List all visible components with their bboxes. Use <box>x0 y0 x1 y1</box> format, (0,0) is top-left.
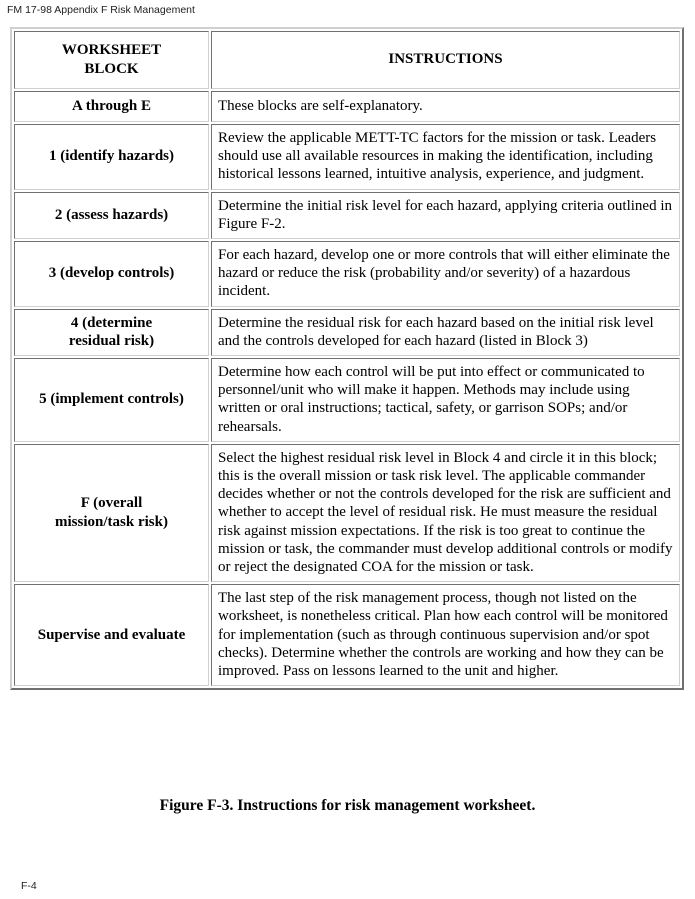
table-row <box>14 444 680 582</box>
column-header-instructions: INSTRUCTIONS <box>211 31 680 89</box>
block-cell: A through E <box>14 91 209 122</box>
table-row <box>14 309 680 356</box>
table-row <box>14 124 680 190</box>
block-line: mission/task risk) <box>55 513 168 530</box>
running-head: FM 17-98 Appendix F Risk Management <box>7 4 195 16</box>
block-cell: 1 (identify hazards) <box>14 124 209 190</box>
block-line: 4 (determine <box>70 314 153 331</box>
table-row <box>14 91 680 122</box>
instructions-cell: Select the highest residual risk level in Block 4 and circle it in this block; this is the overall mission or task risk level. The applicable commander decides whether or not the controls developed for the risk are sufficient and whether to accept the level of residual risk. He must measure the residual risk against mission expectations. If the risk is too great to continue the mission or task, the commander must develop additional controls or modify or reject the designated COA for the mission or task. <box>211 444 680 582</box>
risk-worksheet-instructions-table <box>10 27 684 690</box>
block-line: F (overall <box>80 495 143 512</box>
block-cell: 5 (implement controls) <box>14 358 209 442</box>
block-cell <box>14 309 209 356</box>
table-row <box>14 358 680 442</box>
instructions-cell: Determine how each control will be put into effect or communicated to personnel/unit who will make it happen. Methods may include using written or oral instructions; tactical, safety, or garrison SOPs; and/or rehearsals. <box>211 358 680 442</box>
figure-caption: Figure F-3. Instructions for risk management worksheet. <box>159 797 536 814</box>
column-header-worksheet-block <box>14 31 209 89</box>
instructions-cell: Determine the initial risk level for each hazard, applying criteria outlined in Figure F-2. <box>211 192 680 239</box>
instructions-cell: Determine the residual risk for each hazard based on the initial risk level and the controls developed for each hazard (listed in Block 3) <box>211 309 680 356</box>
table-row <box>14 192 680 239</box>
page-number: F-4 <box>21 880 37 892</box>
table-row <box>14 241 680 307</box>
instructions-cell: The last step of the risk management process, though not listed on the worksheet, is nonetheless critical. Plan how each control will be monitored for implementation (such as through continuous supervision and/or spot checks). Determine whether the controls are working and how they can be improved. Pass on lessons learned to the unit and higher. <box>211 584 680 686</box>
block-cell: 2 (assess hazards) <box>14 192 209 239</box>
table-row <box>14 584 680 686</box>
block-cell: Supervise and evaluate <box>14 584 209 686</box>
instructions-cell: For each hazard, develop one or more controls that will either eliminate the hazard or reduce the risk (probability and/or severity) of a hazardous incident. <box>211 241 680 307</box>
block-cell <box>14 444 209 582</box>
table-header-row <box>14 31 680 89</box>
block-cell: 3 (develop controls) <box>14 241 209 307</box>
header-line: BLOCK <box>84 60 139 77</box>
instructions-cell: Review the applicable METT-TC factors for the mission or task. Leaders should use all available resources in making the identification, including historical lessons learned, intuitive analysis, experience, and judgment. <box>211 124 680 190</box>
block-line: residual risk) <box>68 332 155 349</box>
header-line: WORKSHEET <box>61 42 162 59</box>
instructions-cell: These blocks are self-explanatory. <box>211 91 680 122</box>
